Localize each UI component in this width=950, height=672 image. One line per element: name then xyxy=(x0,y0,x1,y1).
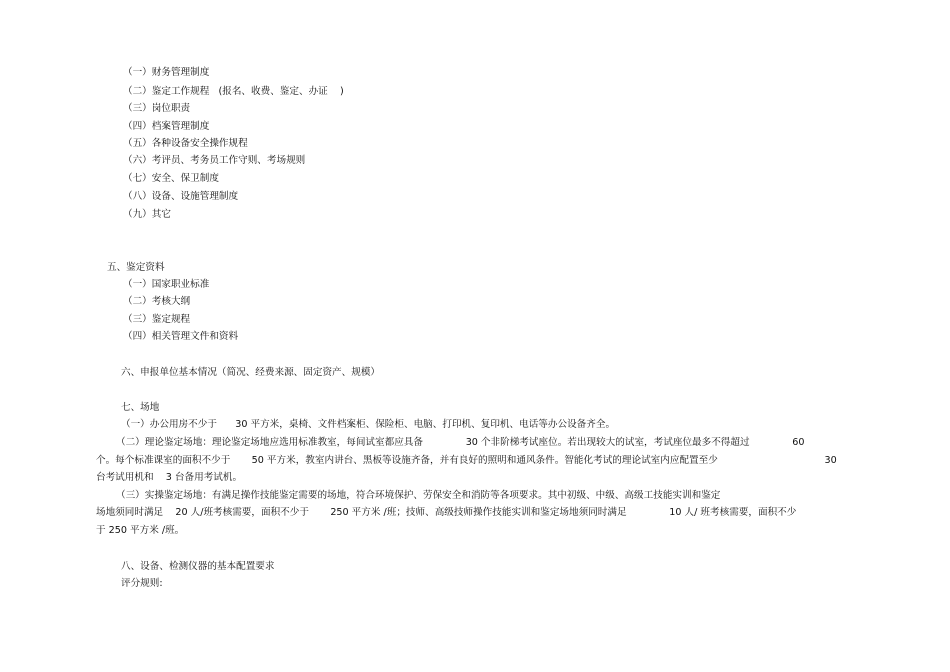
list-item-finance: （一）财务管理制度 xyxy=(123,67,210,78)
section7-theory-line3: 台考试用机和 3 台备用考试机。 xyxy=(96,472,243,483)
section8-heading: 八、设备、检测仪器的基本配置要求 xyxy=(121,561,275,572)
section5-item-documents: （四）相关管理文件和资料 xyxy=(123,331,239,342)
list-item-archives: （四）档案管理制度 xyxy=(123,121,210,132)
list-item-procedure: （二）鉴定工作规程 (报名、收费、鉴定、办证 ) xyxy=(123,86,344,97)
list-item-security: （七）安全、保卫制度 xyxy=(123,173,219,184)
section7-office-paragraph: （一）办公用房不少于 30 平方米，桌椅、文件档案柜、保险柜、电脑、打印机、复印机、电话等办公设备齐全。 xyxy=(121,419,616,430)
section6-heading: 六、申报单位基本情况（简况、经费来源、固定资产、规模） xyxy=(121,367,381,378)
section5-item-standard: （一）国家职业标准 xyxy=(123,279,210,290)
section7-practical-line2: 场地须同时满足 20 人/班考核需要，面积不少于 250 平方米 /班；技师、高级技师操作技能实训和鉴定场地须同时满足 10 人/ 班考核需要，面积不少 xyxy=(96,507,797,518)
section7-heading: 七、场地 xyxy=(121,402,160,413)
list-item-equipment-safety: （五）各种设备安全操作规程 xyxy=(123,138,248,149)
section5-heading: 五、鉴定资料 xyxy=(107,262,165,273)
section8-scoring-rules: 评分规则: xyxy=(121,578,163,589)
section5-item-syllabus: （二）考核大纲 xyxy=(123,296,191,307)
section5-item-rules: （三）鉴定规程 xyxy=(123,314,191,325)
section7-practical-line1: （三）实操鉴定场地：有满足操作技能鉴定需要的场地，符合环境保护、劳保安全和消防等各项要求。其中初级、中级、高级工技能实训和鉴定 xyxy=(116,490,721,501)
list-item-other: （九）其它 xyxy=(123,209,171,220)
list-item-examiner-rules: （六）考评员、考务员工作守则、考场规则 xyxy=(123,155,306,166)
list-item-facilities: （八）设备、设施管理制度 xyxy=(123,191,239,202)
section7-theory-line2: 个。每个标准课室的面积不少于 50 平方米，教室内讲台、黑板等设施齐备，并有良好的照明和通风条件。智能化考试的理论试室内应配置至少 30 xyxy=(96,455,837,466)
section7-theory-line1: （二）理论鉴定场地：理论鉴定场地应选用标准教室，每间试室都应具备 30 个非阶梯考试座位。若出现较大的试室，考试座位最多不得超过 60 xyxy=(116,437,805,448)
section7-practical-line3: 于 250 平方米 /班。 xyxy=(96,525,185,536)
list-item-duties: （三）岗位职责 xyxy=(123,103,191,114)
